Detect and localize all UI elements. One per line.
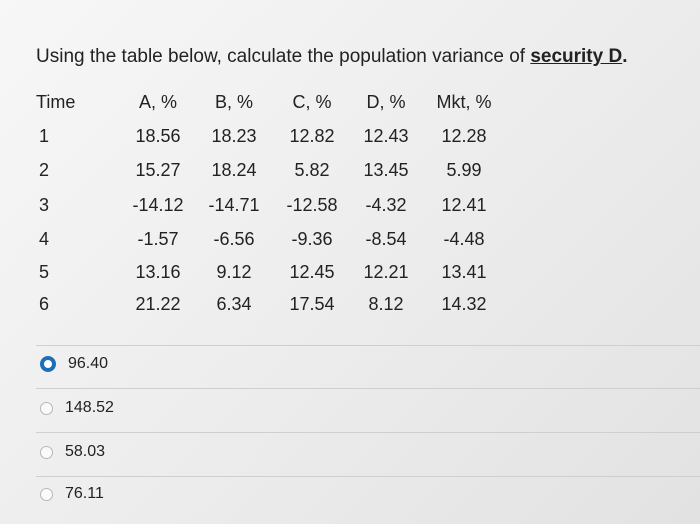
table-cell-b: 9.12 — [216, 262, 252, 282]
table-cell-time: 1 — [38, 126, 49, 146]
answer-option-1[interactable] — [40, 349, 108, 379]
header-b: B, % — [214, 92, 253, 112]
table-cell-c: 17.54 — [289, 294, 335, 314]
question-suffix: . — [622, 46, 628, 67]
answer-option-label: 58.03 — [65, 443, 106, 460]
table-cell-time: 2 — [38, 160, 49, 180]
question-emphasis: security D — [530, 46, 623, 67]
header-d: D, % — [366, 92, 406, 112]
table-cell-mkt: 5.99 — [446, 160, 482, 180]
radio-unselected-icon[interactable] — [40, 488, 53, 501]
table-cell-mkt: 14.32 — [441, 294, 487, 314]
radio-unselected-icon[interactable] — [40, 446, 53, 459]
table-cell-b: -6.56 — [213, 229, 255, 249]
question-prefix: Using the table below, calculate the population variance of — [36, 46, 531, 67]
table-cell-a: -1.57 — [137, 229, 179, 249]
table-cell-c: 5.82 — [294, 160, 330, 180]
table-cell-b: 18.23 — [211, 126, 257, 146]
table-cell-a: 15.27 — [135, 160, 181, 180]
table-cell-d: 13.45 — [363, 160, 409, 180]
divider — [36, 432, 700, 433]
table-cell-a: 21.22 — [135, 294, 181, 314]
answer-option-2[interactable] — [40, 393, 114, 423]
table-cell-d: -8.54 — [365, 229, 407, 249]
answer-option-label: 96.40 — [68, 355, 109, 372]
answer-option-label: 148.52 — [65, 399, 114, 416]
table-cell-c: -9.36 — [291, 229, 333, 249]
table-cell-a: 13.16 — [135, 262, 181, 282]
table-cell-b: 18.24 — [211, 160, 257, 180]
question-text — [36, 46, 627, 68]
answer-option-label: 76.11 — [65, 485, 104, 502]
table-cell-c: 12.45 — [289, 262, 335, 282]
table-cell-c: -12.58 — [286, 195, 338, 215]
header-mkt: Mkt, % — [436, 92, 492, 112]
divider — [36, 476, 700, 477]
table-cell-time: 3 — [38, 195, 49, 215]
table-cell-a: 18.56 — [135, 126, 181, 146]
radio-selected-icon[interactable] — [40, 356, 56, 372]
table-cell-mkt: 12.28 — [441, 126, 487, 146]
table-cell-d: -4.32 — [365, 195, 407, 215]
header-a: A, % — [138, 92, 177, 112]
table-cell-mkt: 12.41 — [441, 195, 487, 215]
table-cell-b: -14.71 — [208, 195, 260, 215]
table-cell-time: 6 — [38, 294, 49, 314]
radio-unselected-icon[interactable] — [40, 402, 53, 415]
table-cell-mkt: 13.41 — [441, 262, 487, 282]
table-cell-mkt: -4.48 — [443, 229, 485, 249]
header-c: C, % — [292, 92, 332, 112]
answer-option-3[interactable] — [40, 437, 105, 467]
divider — [36, 388, 700, 389]
table-cell-d: 12.21 — [363, 262, 409, 282]
table-cell-time: 4 — [38, 229, 49, 249]
answer-option-4[interactable] — [40, 479, 104, 509]
divider — [36, 345, 700, 346]
table-cell-c: 12.82 — [289, 126, 335, 146]
table-cell-b: 6.34 — [216, 294, 252, 314]
table-cell-d: 12.43 — [363, 126, 409, 146]
table-cell-a: -14.12 — [132, 195, 184, 215]
table-cell-time: 5 — [38, 262, 49, 282]
table-cell-d: 8.12 — [368, 294, 404, 314]
header-time: Time — [36, 92, 76, 112]
